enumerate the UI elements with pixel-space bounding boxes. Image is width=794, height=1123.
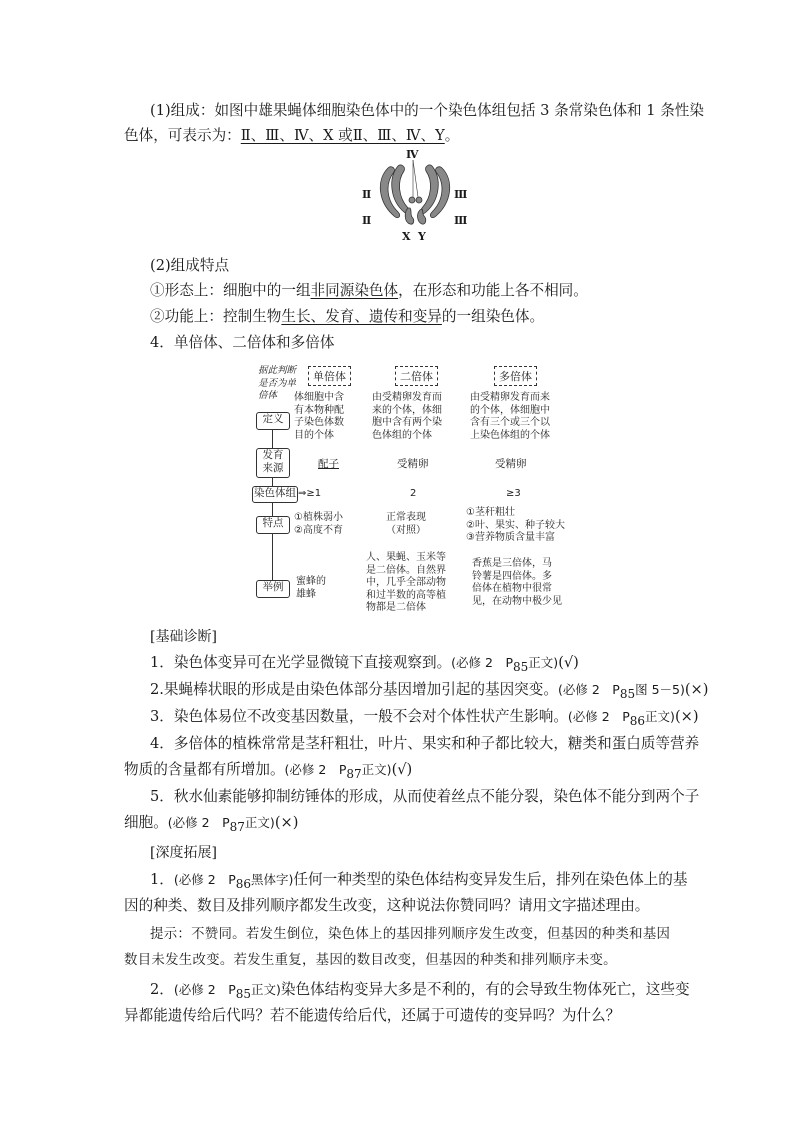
func-prefix: ②功能上：控制生物: [150, 308, 282, 325]
label-x: X: [402, 230, 411, 243]
basic-diagnosis-title: [基础诊断]: [150, 629, 217, 645]
features-function: [150, 307, 544, 327]
label-ii-top: Ⅱ: [362, 188, 372, 201]
label-iv: Ⅳ: [406, 148, 419, 161]
fruit-fly-chromosome-figure: [360, 150, 470, 245]
row-traits: 特点: [256, 516, 290, 534]
features-title: (2)组成特点: [150, 257, 230, 274]
diploid-definition: 由受精卵发育而 来的个体，体细 胞中含有两个染 色体组的个体: [372, 392, 442, 441]
row-examples: 举例: [256, 580, 290, 598]
haploid-origin: 配子: [318, 458, 339, 470]
diagnosis-item-4-line-1: 4．多倍体的植株常常是茎秆粗壮，叶片、果实和种子都比较大，糖类和蛋白质等营养: [150, 735, 700, 752]
func-suffix: 的一组染色体。: [441, 308, 545, 325]
hint-line-1: 提示：不赞同。若发生倒位，染色体上的基因排列顺序发生改变，但基因的种类和基因: [150, 927, 671, 942]
composition-suffix: 。: [444, 127, 460, 144]
diagnosis-item-2: 2.果蝇棒状眼的形成是由染色体部分基因增加引起的基因突变。(必修 2 $P_{85}$图 5－5)(×): [150, 681, 709, 701]
row-definition: 定义: [256, 412, 290, 430]
func-answer: 生长、发育、遗传和变异: [281, 308, 442, 325]
haploid-traits: ①植株弱小 ②高度不育: [294, 512, 343, 536]
label-iii-top: Ⅲ: [454, 188, 468, 201]
diagnosis-item-4-line-2: 物质的含量都有所增加。(必修 2 $P_{87}$正文)(√): [124, 761, 413, 781]
diploid-sets: 2: [410, 488, 417, 499]
composition-line-1: (1)组成：如图中雄果蝇体细胞染色体中的一个染色体组包括 3 条常染色体和 1 条性染: [150, 102, 704, 119]
row-chromosome-sets: 染色体组: [252, 486, 298, 503]
diagram-note: 据此判断 是否为单 倍体: [258, 365, 297, 401]
diploid-traits: 正常表现 （对照）: [386, 512, 426, 536]
composition-answer: Ⅱ、Ⅲ、Ⅳ、X 或Ⅱ、Ⅲ、Ⅳ、Y: [240, 127, 445, 144]
diploid-origin: 受精卵: [397, 458, 429, 470]
section-4-title: 4．单倍体、二倍体和多倍体: [150, 334, 335, 351]
polyploid-definition: 由受精卵发育而来 的个体，体细胞中 含有三个或三个以 上染色体组的个体: [470, 392, 550, 441]
morph-answer: 非同源染色体: [310, 282, 399, 299]
header-polyploid: 多倍体: [494, 366, 537, 386]
deep-question-2-line-1: 2．(必修 2 $P_{85}$正文)染色体结构变异大多是不利的，有的会导致生物体死亡，这些变: [150, 981, 690, 1001]
chromosome-iv-a: [409, 197, 415, 203]
chromosome-ii-b: [392, 165, 409, 214]
diagnosis-item-5-line-1: 5．秋水仙素能够抑制纺锤体的形成，从而使着丝点不能分裂，染色体不能分到两个子: [150, 788, 700, 805]
deep-question-1-line-2: 因的种类、数目及排列顺序都发生改变，这种说法你赞同吗？请用文字描述理由。: [124, 897, 650, 914]
chromosome-iii-b: [421, 165, 438, 214]
label-iii-bottom: Ⅲ: [454, 214, 468, 227]
chromosome-iv-b: [416, 197, 422, 203]
haploid-examples: 蜜蜂的 雄蜂: [296, 576, 326, 600]
haploid-definition: 体细胞中含 有本物种配 子染色体数 目的个体: [294, 392, 344, 441]
diagnosis-item-5-line-2: 细胞。(必修 2 $P_{87}$正文)(×): [124, 814, 299, 834]
label-ii-bottom: Ⅱ: [362, 214, 372, 227]
features-morphology: [150, 281, 588, 301]
deep-question-2-line-2: 异都能遗传给后代吗？若不能遗传给后代，还属于可遗传的变异吗？为什么？: [124, 1007, 621, 1024]
morph-suffix: ，在形态和功能上各不相同。: [398, 282, 588, 299]
morph-prefix: ①形态上：细胞中的一组: [150, 282, 311, 299]
composition-prefix: 色体，可表示为：: [124, 127, 241, 144]
polyploid-traits: ①茎秆粗壮 ②叶、果实、种子较大 ③营养物质含量丰富: [466, 507, 565, 543]
hint-line-2: 数目未发生改变。若发生重复，基因的数目改变，但基因的种类和排列顺序未变。: [124, 953, 617, 968]
row-origin: 发育 来源: [256, 448, 290, 478]
label-y: Y: [418, 230, 426, 243]
polyploid-sets: ≥3: [506, 488, 521, 499]
header-haploid: 单倍体: [308, 366, 351, 386]
diagnosis-item-1: 1．染色体变异可在光学显微镜下直接观察到。(必修 2 $P_{85}$正文)(√): [150, 654, 579, 674]
deep-expansion-title: [深度拓展]: [150, 845, 217, 861]
polyploid-examples: 香蕉是三倍体，马 铃薯是四倍体。多 倍体在植物中很常 见，在动物中极少见: [472, 558, 562, 607]
chromosome-x: [405, 208, 414, 224]
polyploid-origin: 受精卵: [495, 458, 527, 470]
diploid-examples: 人、果蝇、玉米等 是二倍体。自然界 中，几乎全部动物 和过半数的高等植 物都是二倍体: [366, 552, 446, 613]
ploidy-comparison-diagram: [250, 360, 595, 622]
diagnosis-item-3: 3．染色体易位不改变基因数量，一般不会对个体性状产生影响。(必修 2 $P_{86}$正文)(×): [150, 708, 699, 728]
deep-question-1-line-1: 1．(必修 2 $P_{86}$黑体字)任何一种类型的染色体结构变异发生后，排列在染色体上的基: [150, 871, 688, 891]
composition-line-2: [124, 126, 459, 146]
header-diploid: 二倍体: [395, 366, 438, 386]
haploid-sets: ⇒≥1: [298, 488, 322, 499]
